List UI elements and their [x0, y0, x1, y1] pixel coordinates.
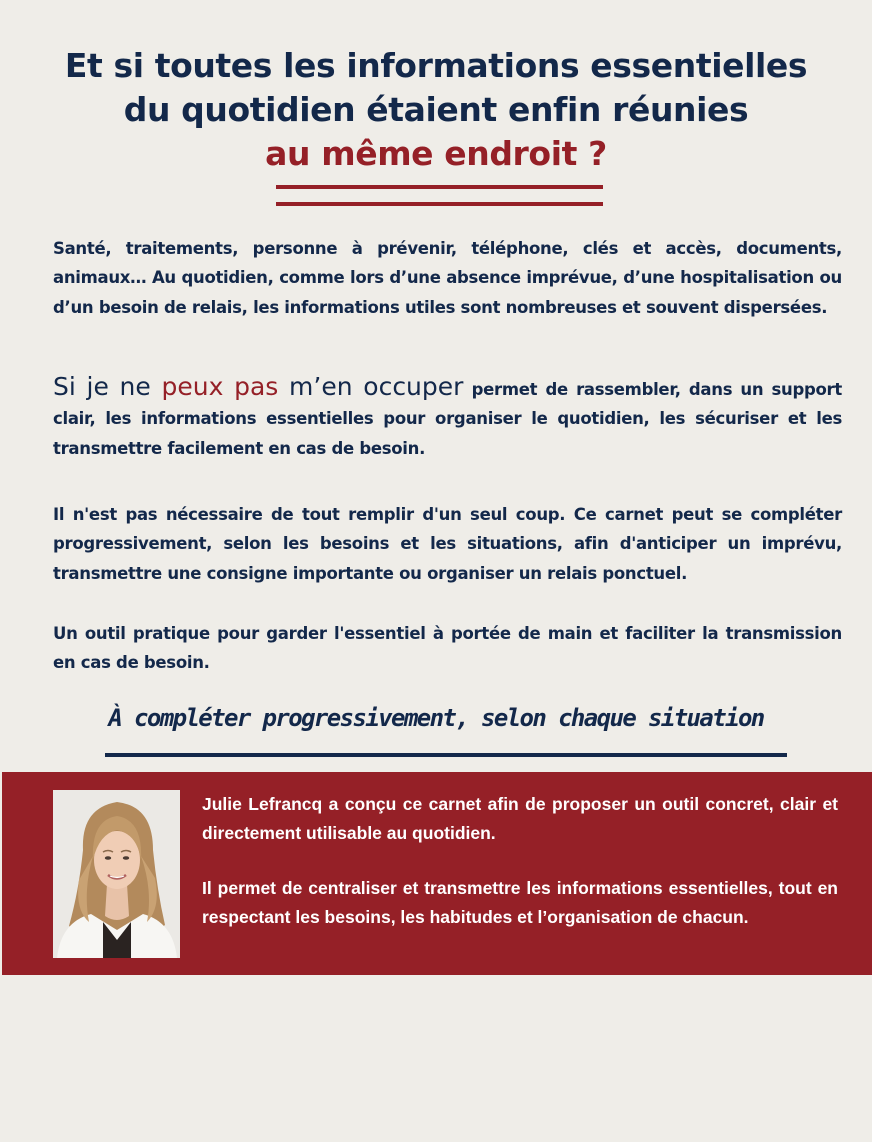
brand-part-1: Si je ne [53, 372, 162, 401]
intro-paragraph: Santé, traitements, personne à prévenir, téléphone, clés et accès, documents, animaux… Au quotidien, comme lors d’une absence imprévue, d’une hospitalisation ou d’un besoin de relais, les informations utiles sont nombreuses et souvent dispersées. [53, 239, 842, 317]
brand-description: permet de rassembler, dans un support clair, les informations essentielles pour organiser le quotidien, les sécuriser et les transmettre facilement en cas de besoin. [53, 380, 842, 458]
brand-part-3: m’en occuper [278, 372, 464, 401]
brand-part-2: peux pas [161, 372, 279, 401]
brand-name [53, 372, 463, 401]
author-purpose-text: Il permet de centraliser et transmettre les informations essentielles, tout en respectant les besoins, les habitudes et l’organisation de chacun. [202, 878, 838, 927]
progressive-paragraph: Il n'est pas nécessaire de tout remplir d'un seul coup. Ce carnet peut se compléter progressivement, selon les besoins et les situations, afin d'anticiper un imprévu, transmettre une consigne importante ou organiser un relais ponctuel. [53, 505, 842, 583]
subtitle: À compléter progressivement, selon chaque situation [108, 704, 764, 732]
title-divider-top [276, 185, 603, 189]
title-accent: au même endroit ? [265, 134, 607, 173]
tool-paragraph: Un outil pratique pour garder l'essentiel à portée de main et faciliter la transmission en cas de besoin. [53, 624, 842, 673]
page-title [0, 44, 872, 176]
brand-paragraph [53, 372, 842, 463]
author-intro-text: Julie Lefrancq a conçu ce carnet afin de proposer un outil concret, clair et directement utilisable au quotidien. [202, 794, 838, 843]
title-line-1: Et si toutes les informations essentielles [64, 46, 808, 85]
subtitle-divider [105, 753, 787, 757]
title-divider-bottom [276, 202, 603, 206]
title-line-2: du quotidien étaient enfin réunies [123, 90, 749, 129]
author-photo [53, 790, 180, 958]
